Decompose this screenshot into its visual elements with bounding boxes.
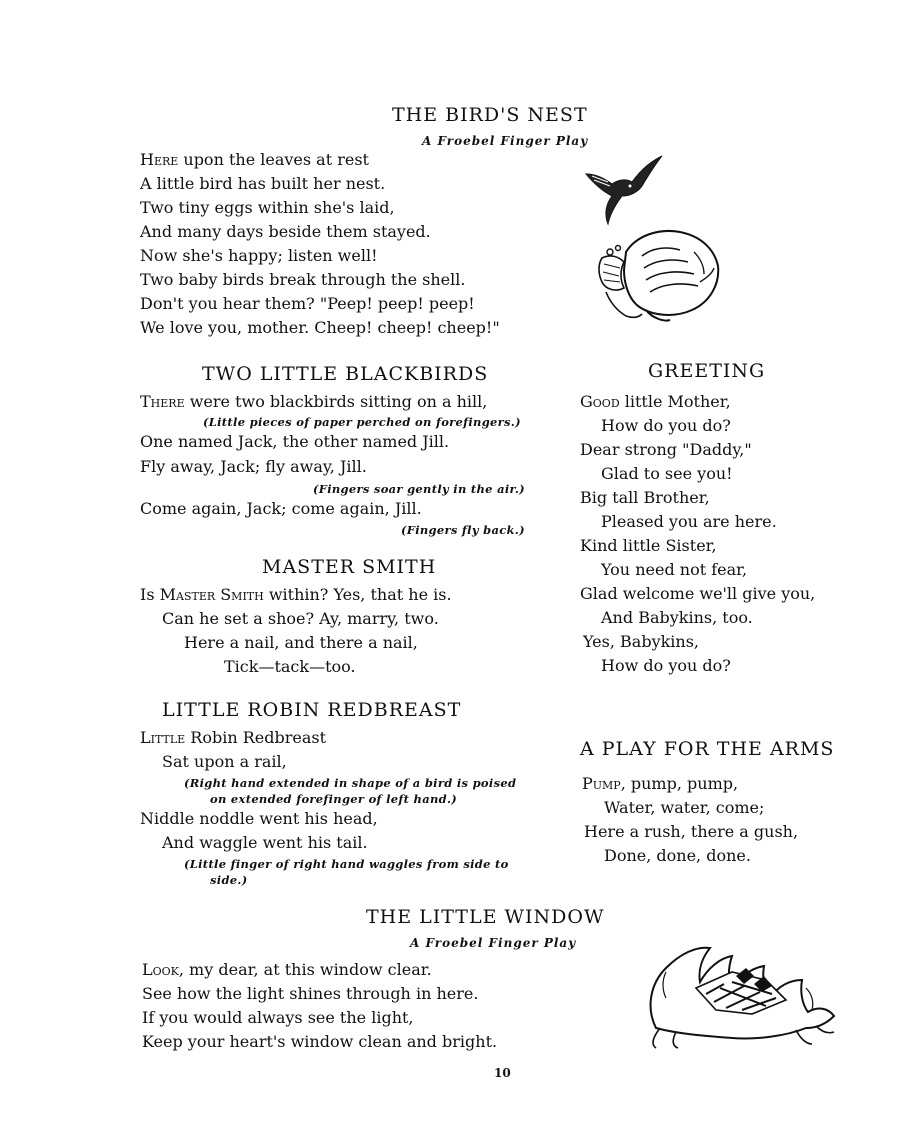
master-smith-line-2: Can he set a shoe? Ay, marry, two. [162, 609, 439, 628]
blackbirds-note-2: (Fingers soar gently in the air.) [313, 482, 525, 496]
flying-bird-illustration [582, 152, 668, 228]
birds-nest-line-4: And many days beside them stayed. [140, 222, 431, 241]
birds-nest-line-7: Don't you hear them? "Peep! peep! peep! [140, 294, 475, 313]
greeting-line-11: Yes, Babykins, [583, 632, 700, 651]
robin-note-2b: side.) [210, 873, 248, 887]
clasped-hands-nest-illustration [596, 222, 726, 328]
arms-line-3: Here a rush, there a gush, [584, 822, 799, 841]
birds-nest-line-5: Now she's happy; listen well! [140, 246, 378, 265]
robin-note-2a: (Little finger of right hand waggles from side to [184, 857, 509, 871]
window-line-2: See how the light shines through in here. [142, 984, 479, 1003]
robin-line-4: And waggle went his tail. [162, 833, 368, 852]
robin-line-3: Niddle noddle went his head, [140, 809, 378, 828]
greeting-line-8: You need not fear, [601, 560, 748, 579]
greeting-line-2: How do you do? [601, 416, 731, 435]
robin-note-1b: on extended forefinger of left hand.) [210, 792, 458, 806]
blackbirds-title: TWO LITTLE BLACKBIRDS [202, 363, 489, 385]
birds-nest-line-1: Here upon the leaves at rest [140, 150, 369, 169]
blackbirds-line-3: Fly away, Jack; fly away, Jill. [140, 457, 367, 476]
greeting-line-12: How do you do? [601, 656, 731, 675]
blackbirds-note-3: (Fingers fly back.) [401, 523, 525, 537]
greeting-line-9: Glad welcome we'll give you, [580, 584, 816, 603]
window-line-1: Look, my dear, at this window clear. [142, 960, 432, 979]
arms-line-4: Done, done, done. [604, 846, 751, 865]
birds-nest-line-2: A little bird has built her nest. [140, 174, 386, 193]
robin-note-1a: (Right hand extended in shape of a bird is poised [184, 776, 517, 790]
arms-title: A PLAY FOR THE ARMS [580, 738, 835, 760]
birds-nest-subtitle: A Froebel Finger Play [422, 134, 589, 148]
window-hands-illustration [636, 928, 842, 1052]
greeting-line-6: Pleased you are here. [601, 512, 777, 531]
window-subtitle: A Froebel Finger Play [410, 936, 577, 950]
greeting-line-1: Good little Mother, [580, 392, 731, 411]
birds-nest-line-8: We love you, mother. Cheep! cheep! cheep!" [140, 318, 500, 337]
greeting-line-10: And Babykins, too. [601, 608, 753, 627]
birds-nest-line-3: Two tiny eggs within she's laid, [140, 198, 395, 217]
blackbirds-line-1: There were two blackbirds sitting on a hill, [140, 392, 488, 411]
master-smith-line-1: Is Master Smith within? Yes, that he is. [140, 585, 452, 604]
master-smith-line-3: Here a nail, and there a nail, [184, 633, 418, 652]
window-line-3: If you would always see the light, [142, 1008, 414, 1027]
robin-line-2: Sat upon a rail, [162, 752, 287, 771]
page-number: 10 [494, 1066, 511, 1080]
greeting-line-4: Glad to see you! [601, 464, 733, 483]
window-line-4: Keep your heart's window clean and bright. [142, 1032, 498, 1051]
robin-line-1: Little Robin Redbreast [140, 728, 326, 747]
arms-line-1: Pump, pump, pump, [582, 774, 739, 793]
window-title: THE LITTLE WINDOW [366, 906, 605, 928]
greeting-line-7: Kind little Sister, [580, 536, 717, 555]
arms-line-2: Water, water, come; [604, 798, 765, 817]
birds-nest-line-6: Two baby birds break through the shell. [140, 270, 466, 289]
greeting-title: GREETING [648, 360, 766, 382]
greeting-line-3: Dear strong "Daddy," [580, 440, 752, 459]
robin-title: LITTLE ROBIN REDBREAST [162, 699, 462, 721]
blackbirds-line-4: Come again, Jack; come again, Jill. [140, 499, 422, 518]
birds-nest-title: THE BIRD'S NEST [392, 104, 588, 126]
greeting-line-5: Big tall Brother, [580, 488, 710, 507]
master-smith-title: MASTER SMITH [262, 556, 437, 578]
blackbirds-line-2: One named Jack, the other named Jill. [140, 432, 450, 451]
master-smith-line-4: Tick—tack—too. [224, 657, 356, 676]
blackbirds-note-1: (Little pieces of paper perched on forefingers.) [203, 415, 521, 429]
